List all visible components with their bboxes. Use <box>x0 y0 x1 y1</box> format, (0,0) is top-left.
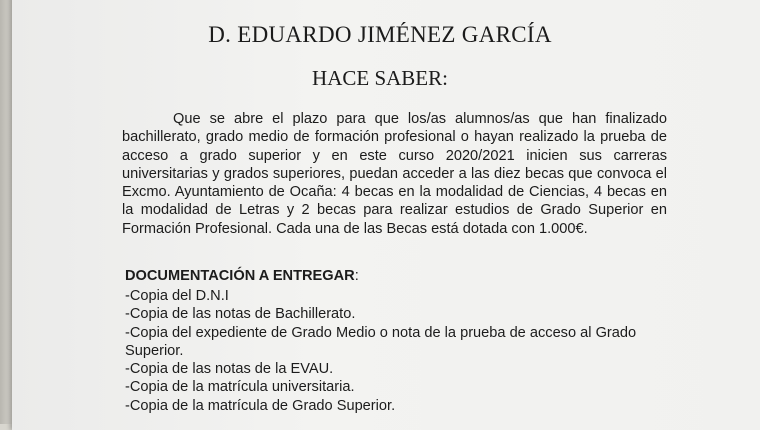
list-item: -Copia de la matrícula de Grado Superior. <box>125 397 396 414</box>
documentation-list <box>125 287 685 415</box>
announcement-heading: HACE SABER: <box>312 66 448 90</box>
list-item: -Copia de las notas de la EVAU. <box>125 361 334 378</box>
documentation-heading <box>125 268 359 284</box>
signatory-name: D. EDUARDO JIMÉNEZ GARCÍA <box>208 22 552 47</box>
list-item: -Copia del expediente de Grado Medio o nota de la prueba de acceso al Grado Superior. <box>125 324 637 359</box>
documentation-title: DOCUMENTACIÓN A ENTREGAR <box>125 268 355 284</box>
list-item: -Copia del D.N.I <box>125 288 229 304</box>
announcement-paragraph: Que se abre el plazo para que los/as alumnos/as que han finalizado bachillerato, grado medio de formación profesional o hayan realizado la prueba de acceso a grado superior y en este curso 2020/2021 inicien sus carreras universitarias y grados superiores, puedan acceder a las diez becas que convoca el Excmo. Ayuntamiento de Ocaña: 4 becas en la modalidad de Ciencias, 4 becas en la modalidad de Letras y 2 becas para realizar estudios de Grado Superior en Formación Profesional. Cada una de las Becas está dotada con 1.000€. <box>122 111 667 237</box>
documentation-colon: : <box>354 268 359 284</box>
list-item: -Copia de las notas de Bachillerato. <box>125 306 356 323</box>
list-item: -Copia de la matrícula universitaria. <box>125 379 355 396</box>
